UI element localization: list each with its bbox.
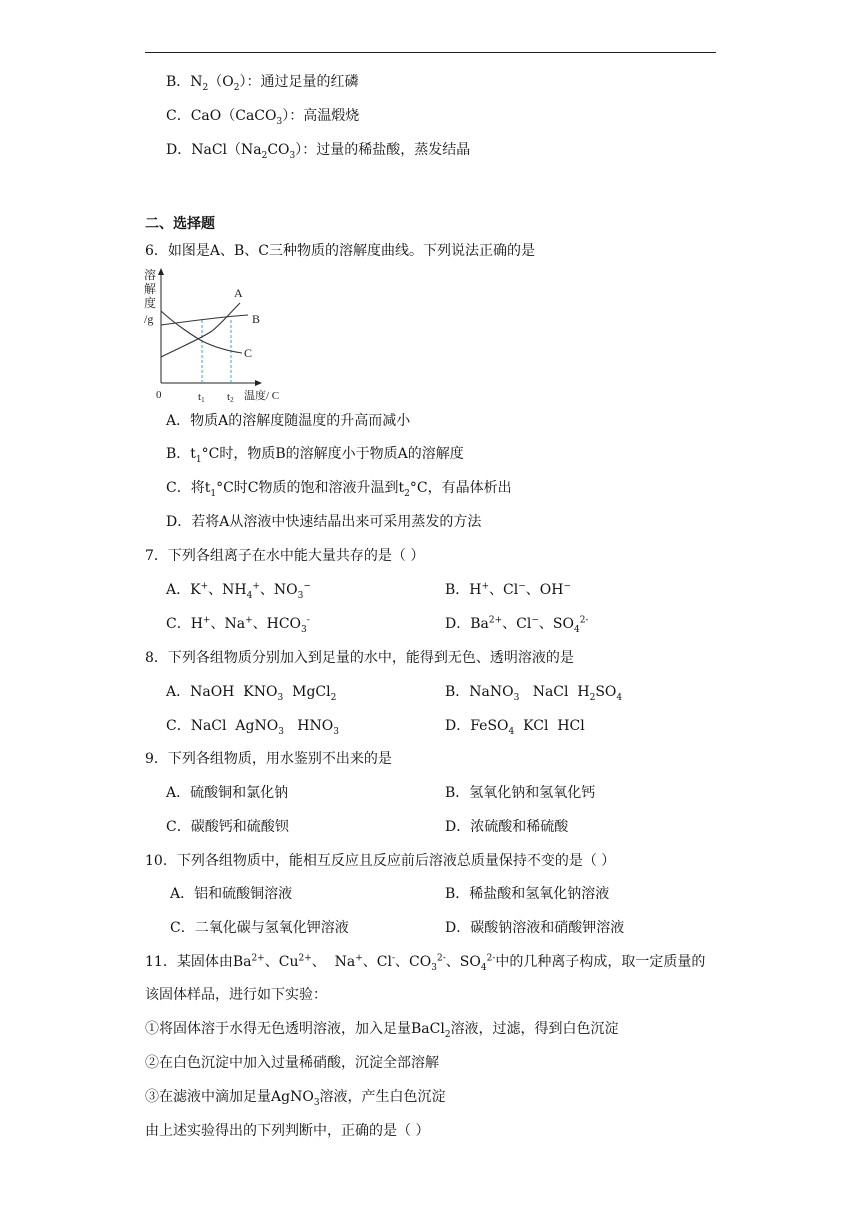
origin-label: 0 [156, 389, 162, 401]
y-label-line4: /g [144, 312, 154, 326]
y-label-line1: 溶 [144, 268, 157, 282]
q5-option-b: B．$N_2(O_2)$：通过足量的红磷 [166, 74, 359, 93]
q9-option-d: D．浓硫酸和稀硫酸 [445, 819, 569, 835]
q11-stem-line1: 11．某固体由$Ba^{2+}$、$Cu^{2+}$、 Na+、Cl-、$CO_3^{2-}$、$SO_4^{2-}$中的几种离子构成，取一定质量的 [145, 953, 706, 973]
curve-c-label: C [244, 346, 253, 360]
q8-option-a: A．NaOH $KNO_3$ MgCl$_2$ [166, 684, 337, 703]
q7-option-a: A．K+、$NH_4^+$、$NO_3^-$ [166, 581, 311, 601]
q10-option-d: D．碳酸钠溶液和硝酸钾溶液 [445, 920, 625, 936]
q6-option-c: C．将$t_1^\circ C$时C物质的饱和溶液升温到$t_2^\circ C$，有晶体析出 [166, 480, 512, 499]
x-axis-label: 温度/ C [244, 390, 280, 402]
header-rule [145, 52, 716, 53]
section-title: 二、选择题 [145, 216, 215, 232]
t1-label: t1 [198, 391, 205, 404]
q7-option-d: D．$Ba^{2+}$、Cl−、$SO_4^{2-}$ [445, 615, 589, 635]
curve-b [161, 315, 248, 325]
y-axis-arrow [158, 268, 164, 275]
q11-step3: ③在滤液中滴加足量AgNO$_3$溶液，产生白色沉淀 [145, 1089, 446, 1108]
q10-option-b: B．稀盐酸和氢氧化钠溶液 [445, 886, 610, 902]
q6-option-a: A．物质A的溶解度随温度的升高而减小 [166, 413, 411, 429]
q7-option-b: B．H+、Cl−、OH− [445, 581, 572, 598]
y-label-line3: 度 [144, 296, 157, 310]
q9-option-c: C．碳酸钙和硫酸钡 [166, 819, 289, 835]
q5-option-c: C．CaO（CaCO$_3$）：高温煅烧 [166, 108, 360, 127]
q10-option-c: C．二氧化碳与氢氧化钾溶液 [170, 920, 349, 936]
q11-conclusion: 由上述实验得出的下列判断中，正确的是（ ） [145, 1123, 430, 1139]
curve-a-label: A [234, 286, 243, 300]
q11-step1: ①将固体溶于水得无色透明溶液，加入足量BaCl$_2$溶液，过滤，得到白色沉淀 [145, 1021, 619, 1040]
q7-stem: 7．下列各组离子在水中能大量共存的是（ ） [145, 548, 425, 564]
q10-stem: 10．下列各组物质中，能相互反应且反应前后溶液总质量保持不变的是（ ） [145, 853, 616, 869]
q8-option-c: C．NaCl AgNO$_3$ $HNO_3$ [166, 718, 339, 737]
curve-b-label: B [252, 312, 261, 326]
q6-stem: 6．如图是A、B、C三种物质的溶解度曲线。下列说法正确的是 [145, 243, 536, 259]
q11-step2: ②在白色沉淀中加入过量稀硝酸，沉淀全部溶解 [145, 1055, 439, 1071]
q9-stem: 9．下列各组物质，用水鉴别不出来的是 [145, 751, 392, 767]
q7-option-c: C．H+、Na+、$HCO_3^-$ [166, 615, 310, 635]
q9-option-b: B．氢氧化钠和氢氧化钙 [445, 785, 596, 801]
q8-option-d: D．FeSO$_4$ KCl HCl [445, 718, 585, 737]
curve-a [161, 303, 240, 357]
q11-stem-line2: 该固体样品，进行如下实验： [145, 987, 327, 1003]
q6-option-b: B．$t_1^\circ C$时，物质B的溶解度小于物质A的溶解度 [166, 446, 464, 465]
solubility-chart [140, 265, 290, 405]
t2-label: t2 [227, 391, 234, 404]
q6-option-d: D．若将A从溶液中快速结晶出来可采用蒸发的方法 [166, 514, 482, 530]
q8-stem: 8．下列各组物质分别加入到足量的水中，能得到无色、透明溶液的是 [145, 650, 574, 666]
x-axis-arrow [255, 380, 262, 386]
q8-option-b: B．NaNO$_3$ NaCl $H_2SO_4$ [445, 684, 623, 703]
y-label-line2: 解 [144, 282, 157, 296]
q5-option-d: D．$NaCl(Na_2CO_3)$：过量的稀盐酸，蒸发结晶 [166, 142, 471, 161]
q10-option-a: A．铝和硫酸铜溶液 [170, 886, 293, 902]
q9-option-a: A．硫酸铜和氯化钠 [166, 785, 289, 801]
